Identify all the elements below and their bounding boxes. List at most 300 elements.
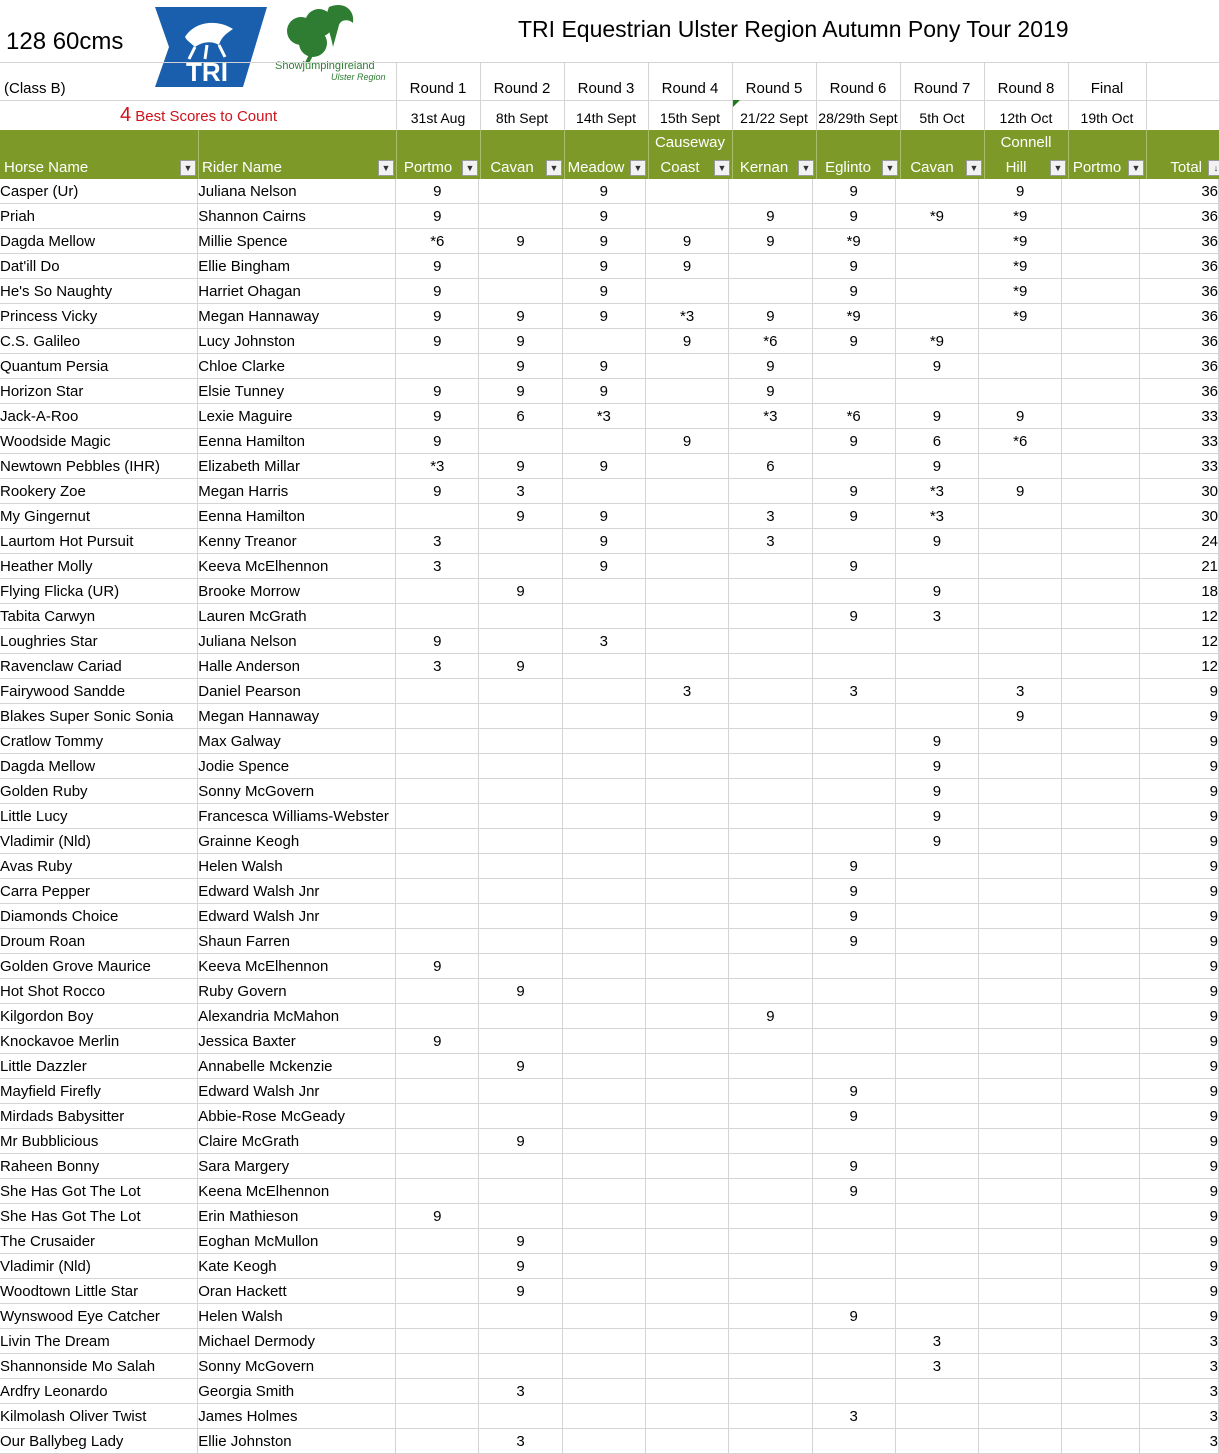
total-cell[interactable]: 30 [1139,504,1218,529]
score-cell[interactable]: *3 [729,404,812,429]
score-cell[interactable] [729,1029,812,1054]
score-cell[interactable] [479,729,562,754]
filter-dropdown-icon[interactable]: ▼ [966,160,982,176]
score-cell[interactable] [729,1354,812,1379]
horse-name-cell[interactable]: Mirdads Babysitter [0,1104,198,1129]
score-cell[interactable] [645,554,728,579]
score-cell[interactable] [645,1154,728,1179]
score-cell[interactable] [979,954,1062,979]
score-cell[interactable] [1062,1379,1139,1404]
rider-name-cell[interactable]: Lucy Johnston [198,329,396,354]
score-cell[interactable] [1062,804,1139,829]
score-cell[interactable] [979,329,1062,354]
score-cell[interactable] [645,354,728,379]
score-cell[interactable] [729,1254,812,1279]
score-cell[interactable]: 3 [396,554,479,579]
score-cell[interactable] [1062,929,1139,954]
total-cell[interactable]: 9 [1139,929,1218,954]
score-cell[interactable] [895,1129,978,1154]
score-cell[interactable] [729,1379,812,1404]
score-cell[interactable] [812,729,895,754]
rider-name-cell[interactable]: Lexie Maguire [198,404,396,429]
horse-name-cell[interactable]: Newtown Pebbles (IHR) [0,454,198,479]
score-cell[interactable] [729,429,812,454]
horse-name-cell[interactable]: Horizon Star [0,379,198,404]
horse-name-cell[interactable]: Golden Ruby [0,779,198,804]
score-cell[interactable] [396,1429,479,1454]
score-cell[interactable] [729,1279,812,1304]
score-cell[interactable] [645,1004,728,1029]
score-cell[interactable] [479,704,562,729]
score-cell[interactable] [729,779,812,804]
filter-dropdown-icon[interactable]: ↓ [1208,160,1219,176]
score-cell[interactable] [645,1404,728,1429]
score-cell[interactable] [562,954,645,979]
score-cell[interactable]: 9 [895,354,978,379]
total-cell[interactable]: 24 [1139,529,1218,554]
horse-name-cell[interactable]: Woodtown Little Star [0,1279,198,1304]
score-cell[interactable] [1062,1129,1139,1154]
score-cell[interactable]: 9 [479,579,562,604]
score-cell[interactable]: 9 [812,554,895,579]
filter-dropdown-icon[interactable]: ▼ [630,160,646,176]
score-cell[interactable]: 3 [979,679,1062,704]
score-cell[interactable]: *9 [979,204,1062,229]
score-cell[interactable] [645,1304,728,1329]
score-cell[interactable]: *3 [645,304,728,329]
score-cell[interactable] [396,904,479,929]
score-cell[interactable] [645,904,728,929]
score-cell[interactable] [645,1254,728,1279]
score-cell[interactable] [479,1029,562,1054]
rider-name-cell[interactable]: Helen Walsh [198,854,396,879]
horse-name-cell[interactable]: Princess Vicky [0,304,198,329]
score-cell[interactable] [645,879,728,904]
rider-name-cell[interactable]: Megan Hannaway [198,704,396,729]
score-cell[interactable] [895,1229,978,1254]
horse-name-cell[interactable]: Dagda Mellow [0,229,198,254]
score-cell[interactable] [979,1254,1062,1279]
score-cell[interactable] [479,529,562,554]
score-cell[interactable] [645,1279,728,1304]
score-cell[interactable]: 9 [812,254,895,279]
total-cell[interactable]: 36 [1139,204,1218,229]
score-cell[interactable] [812,804,895,829]
score-cell[interactable] [895,379,978,404]
total-cell[interactable]: 3 [1139,1329,1218,1354]
total-cell[interactable]: 36 [1139,179,1218,204]
score-cell[interactable] [895,879,978,904]
score-cell[interactable] [1062,1004,1139,1029]
score-cell[interactable]: 3 [812,1404,895,1429]
total-cell[interactable]: 9 [1139,804,1218,829]
score-cell[interactable] [562,1379,645,1404]
score-cell[interactable]: 9 [812,204,895,229]
score-cell[interactable] [645,279,728,304]
score-cell[interactable] [1062,479,1139,504]
score-cell[interactable] [396,1179,479,1204]
score-cell[interactable] [1062,654,1139,679]
score-cell[interactable] [812,1254,895,1279]
score-cell[interactable] [812,654,895,679]
horse-name-cell[interactable]: Fairywood Sandde [0,679,198,704]
score-cell[interactable]: 9 [812,929,895,954]
score-cell[interactable] [645,1429,728,1454]
score-cell[interactable]: 9 [645,229,728,254]
score-cell[interactable] [562,679,645,704]
total-cell[interactable]: 9 [1139,1054,1218,1079]
total-cell[interactable]: 12 [1139,629,1218,654]
horse-name-cell[interactable]: Jack-A-Roo [0,404,198,429]
score-cell[interactable] [562,729,645,754]
score-cell[interactable]: 9 [812,604,895,629]
total-cell[interactable]: 9 [1139,854,1218,879]
score-cell[interactable] [979,1104,1062,1129]
score-cell[interactable] [396,804,479,829]
score-cell[interactable] [1062,829,1139,854]
score-cell[interactable]: 9 [396,254,479,279]
score-cell[interactable] [979,604,1062,629]
rider-name-cell[interactable]: Elizabeth Millar [198,454,396,479]
score-cell[interactable]: 9 [562,504,645,529]
horse-name-cell[interactable]: C.S. Galileo [0,329,198,354]
rider-name-cell[interactable]: Harriet Ohagan [198,279,396,304]
score-cell[interactable]: 9 [396,479,479,504]
score-cell[interactable] [895,629,978,654]
score-cell[interactable] [1062,1179,1139,1204]
score-cell[interactable] [979,779,1062,804]
score-cell[interactable] [729,954,812,979]
score-cell[interactable]: *6 [812,404,895,429]
score-cell[interactable]: 9 [895,454,978,479]
rider-name-cell[interactable]: Kenny Treanor [198,529,396,554]
score-cell[interactable] [979,1004,1062,1029]
score-cell[interactable] [979,629,1062,654]
score-cell[interactable] [479,1104,562,1129]
score-cell[interactable] [479,1154,562,1179]
total-cell[interactable]: 36 [1139,329,1218,354]
score-cell[interactable] [895,1404,978,1429]
score-cell[interactable] [729,1179,812,1204]
total-cell[interactable]: 9 [1139,1204,1218,1229]
score-cell[interactable] [645,579,728,604]
score-cell[interactable] [979,529,1062,554]
score-cell[interactable] [729,629,812,654]
score-cell[interactable] [895,1254,978,1279]
score-cell[interactable] [479,829,562,854]
horse-name-cell[interactable]: Shannonside Mo Salah [0,1354,198,1379]
score-cell[interactable] [396,829,479,854]
score-cell[interactable] [645,1054,728,1079]
total-cell[interactable]: 36 [1139,354,1218,379]
rider-name-cell[interactable]: Edward Walsh Jnr [198,904,396,929]
score-cell[interactable] [1062,1329,1139,1354]
score-cell[interactable]: 9 [729,354,812,379]
score-cell[interactable] [895,904,978,929]
score-cell[interactable]: 3 [645,679,728,704]
score-cell[interactable] [895,679,978,704]
score-cell[interactable] [1062,554,1139,579]
score-cell[interactable] [729,1054,812,1079]
total-cell[interactable]: 9 [1139,1304,1218,1329]
score-cell[interactable] [729,479,812,504]
score-cell[interactable] [1062,1404,1139,1429]
score-cell[interactable]: 9 [562,554,645,579]
score-cell[interactable] [895,704,978,729]
score-cell[interactable]: 3 [729,504,812,529]
score-cell[interactable]: 9 [396,304,479,329]
score-cell[interactable] [562,1229,645,1254]
score-cell[interactable] [729,854,812,879]
score-cell[interactable]: 9 [396,279,479,304]
score-cell[interactable] [979,929,1062,954]
score-cell[interactable] [1062,1079,1139,1104]
total-cell[interactable]: 9 [1139,754,1218,779]
score-cell[interactable]: 9 [812,1154,895,1179]
score-cell[interactable] [729,579,812,604]
score-cell[interactable] [812,754,895,779]
score-cell[interactable] [479,179,562,204]
score-cell[interactable] [645,1204,728,1229]
score-cell[interactable]: 9 [479,354,562,379]
score-cell[interactable] [729,1229,812,1254]
score-cell[interactable] [979,754,1062,779]
score-cell[interactable] [396,979,479,1004]
score-cell[interactable]: 9 [562,354,645,379]
score-cell[interactable] [396,779,479,804]
score-cell[interactable] [479,429,562,454]
score-cell[interactable] [562,479,645,504]
score-cell[interactable] [479,554,562,579]
total-cell[interactable]: 33 [1139,454,1218,479]
rider-name-cell[interactable]: Shaun Farren [198,929,396,954]
rider-name-cell[interactable]: Francesca Williams-Webster [198,804,396,829]
score-cell[interactable] [812,779,895,804]
rider-name-cell[interactable]: James Holmes [198,1404,396,1429]
filter-dropdown-icon[interactable]: ▼ [546,160,562,176]
score-cell[interactable] [812,1429,895,1454]
score-cell[interactable] [979,1229,1062,1254]
rider-name-cell[interactable]: Halle Anderson [198,654,396,679]
score-cell[interactable]: 9 [895,779,978,804]
score-cell[interactable] [562,429,645,454]
score-cell[interactable] [895,1379,978,1404]
total-cell[interactable]: 12 [1139,604,1218,629]
score-cell[interactable]: 9 [645,254,728,279]
score-cell[interactable] [729,254,812,279]
score-cell[interactable] [396,1054,479,1079]
score-cell[interactable] [645,954,728,979]
rider-name-cell[interactable]: Eenna Hamilton [198,429,396,454]
score-cell[interactable] [645,929,728,954]
total-cell[interactable]: 3 [1139,1379,1218,1404]
score-cell[interactable] [1062,229,1139,254]
score-cell[interactable] [562,1104,645,1129]
total-cell[interactable]: 9 [1139,1154,1218,1179]
score-cell[interactable] [812,1029,895,1054]
score-cell[interactable] [1062,254,1139,279]
score-cell[interactable] [645,179,728,204]
rider-name-cell[interactable]: Sonny McGovern [198,779,396,804]
horse-name-cell[interactable]: Avas Ruby [0,854,198,879]
score-cell[interactable]: 9 [812,279,895,304]
score-cell[interactable] [562,1204,645,1229]
score-cell[interactable] [979,1154,1062,1179]
score-cell[interactable]: 9 [895,729,978,754]
score-cell[interactable]: 9 [396,954,479,979]
score-cell[interactable] [979,1429,1062,1454]
score-cell[interactable] [895,929,978,954]
score-cell[interactable]: 3 [479,1429,562,1454]
score-cell[interactable] [479,1079,562,1104]
horse-name-cell[interactable]: Droum Roan [0,929,198,954]
score-cell[interactable]: *6 [396,229,479,254]
rider-name-cell[interactable]: Daniel Pearson [198,679,396,704]
score-cell[interactable] [812,1379,895,1404]
rider-name-cell[interactable]: Jodie Spence [198,754,396,779]
horse-name-cell[interactable]: Raheen Bonny [0,1154,198,1179]
total-cell[interactable]: 9 [1139,879,1218,904]
score-cell[interactable] [729,1329,812,1354]
score-cell[interactable] [562,879,645,904]
score-cell[interactable] [895,554,978,579]
filter-dropdown-icon[interactable]: ▼ [798,160,814,176]
score-cell[interactable] [895,854,978,879]
total-cell[interactable]: 9 [1139,704,1218,729]
score-cell[interactable]: 9 [396,329,479,354]
rider-name-cell[interactable]: Jessica Baxter [198,1029,396,1054]
score-cell[interactable] [812,379,895,404]
total-cell[interactable]: 33 [1139,404,1218,429]
horse-name-cell[interactable]: Mayfield Firefly [0,1079,198,1104]
score-cell[interactable] [895,254,978,279]
score-cell[interactable]: *6 [979,429,1062,454]
score-cell[interactable] [479,1354,562,1379]
score-cell[interactable] [979,1354,1062,1379]
score-cell[interactable] [729,604,812,629]
score-cell[interactable] [645,704,728,729]
score-cell[interactable]: 9 [479,1254,562,1279]
score-cell[interactable] [1062,1029,1139,1054]
score-cell[interactable] [1062,1354,1139,1379]
score-cell[interactable] [1062,1054,1139,1079]
rider-name-cell[interactable]: Sara Margery [198,1154,396,1179]
rider-name-cell[interactable]: Lauren McGrath [198,604,396,629]
score-cell[interactable]: 3 [396,529,479,554]
score-cell[interactable] [979,879,1062,904]
score-cell[interactable] [562,1404,645,1429]
score-cell[interactable] [1062,629,1139,654]
score-cell[interactable] [396,1104,479,1129]
score-cell[interactable]: 9 [979,479,1062,504]
score-cell[interactable]: 9 [479,229,562,254]
horse-name-cell[interactable]: Little Dazzler [0,1054,198,1079]
horse-name-cell[interactable]: Carra Pepper [0,879,198,904]
score-cell[interactable] [645,1179,728,1204]
horse-name-cell[interactable]: Kilgordon Boy [0,1004,198,1029]
score-cell[interactable] [1062,504,1139,529]
score-cell[interactable] [1062,904,1139,929]
score-cell[interactable] [396,754,479,779]
score-cell[interactable] [396,879,479,904]
score-cell[interactable]: 9 [895,529,978,554]
score-cell[interactable]: 9 [729,379,812,404]
rider-name-cell[interactable]: Shannon Cairns [198,204,396,229]
rider-name-cell[interactable]: Abbie-Rose McGeady [198,1104,396,1129]
score-cell[interactable] [645,529,728,554]
score-cell[interactable]: 9 [895,804,978,829]
score-cell[interactable] [812,1329,895,1354]
score-cell[interactable] [729,979,812,1004]
score-cell[interactable]: 9 [812,1079,895,1104]
score-cell[interactable] [396,1304,479,1329]
total-cell[interactable]: 9 [1139,904,1218,929]
score-cell[interactable] [645,829,728,854]
score-cell[interactable] [479,879,562,904]
score-cell[interactable] [396,1079,479,1104]
rider-name-cell[interactable]: Georgia Smith [198,1379,396,1404]
score-cell[interactable] [645,1079,728,1104]
score-cell[interactable] [645,1129,728,1154]
score-cell[interactable] [1062,529,1139,554]
score-cell[interactable]: 6 [895,429,978,454]
score-cell[interactable] [396,604,479,629]
score-cell[interactable] [1062,454,1139,479]
score-cell[interactable]: 9 [812,1179,895,1204]
score-cell[interactable] [729,1104,812,1129]
score-cell[interactable]: 9 [812,479,895,504]
score-cell[interactable] [979,504,1062,529]
score-cell[interactable] [479,929,562,954]
score-cell[interactable] [396,1329,479,1354]
total-cell[interactable]: 36 [1139,254,1218,279]
score-cell[interactable] [1062,779,1139,804]
score-cell[interactable] [479,204,562,229]
score-cell[interactable]: *9 [812,229,895,254]
horse-name-cell[interactable]: Quantum Persia [0,354,198,379]
score-cell[interactable] [812,1229,895,1254]
score-cell[interactable] [562,829,645,854]
score-cell[interactable] [729,754,812,779]
horse-name-cell[interactable]: Heather Molly [0,554,198,579]
filter-dropdown-icon[interactable]: ▼ [1050,160,1066,176]
score-cell[interactable] [562,804,645,829]
score-cell[interactable] [729,1304,812,1329]
score-cell[interactable] [895,1104,978,1129]
horse-name-cell[interactable]: The Crusaider [0,1229,198,1254]
score-cell[interactable] [729,929,812,954]
score-cell[interactable]: 9 [979,179,1062,204]
total-cell[interactable]: 21 [1139,554,1218,579]
score-cell[interactable] [979,854,1062,879]
total-cell[interactable]: 9 [1139,1229,1218,1254]
score-cell[interactable] [729,879,812,904]
total-cell[interactable]: 9 [1139,729,1218,754]
total-cell[interactable]: 30 [1139,479,1218,504]
score-cell[interactable] [479,754,562,779]
score-cell[interactable] [396,1379,479,1404]
score-cell[interactable] [895,1304,978,1329]
score-cell[interactable] [1062,604,1139,629]
score-cell[interactable] [1062,979,1139,1004]
score-cell[interactable] [562,1254,645,1279]
score-cell[interactable] [812,629,895,654]
score-cell[interactable] [396,1404,479,1429]
horse-name-cell[interactable]: Golden Grove Maurice [0,954,198,979]
horse-name-cell[interactable]: My Gingernut [0,504,198,529]
score-cell[interactable]: 9 [895,754,978,779]
score-cell[interactable] [1062,1254,1139,1279]
